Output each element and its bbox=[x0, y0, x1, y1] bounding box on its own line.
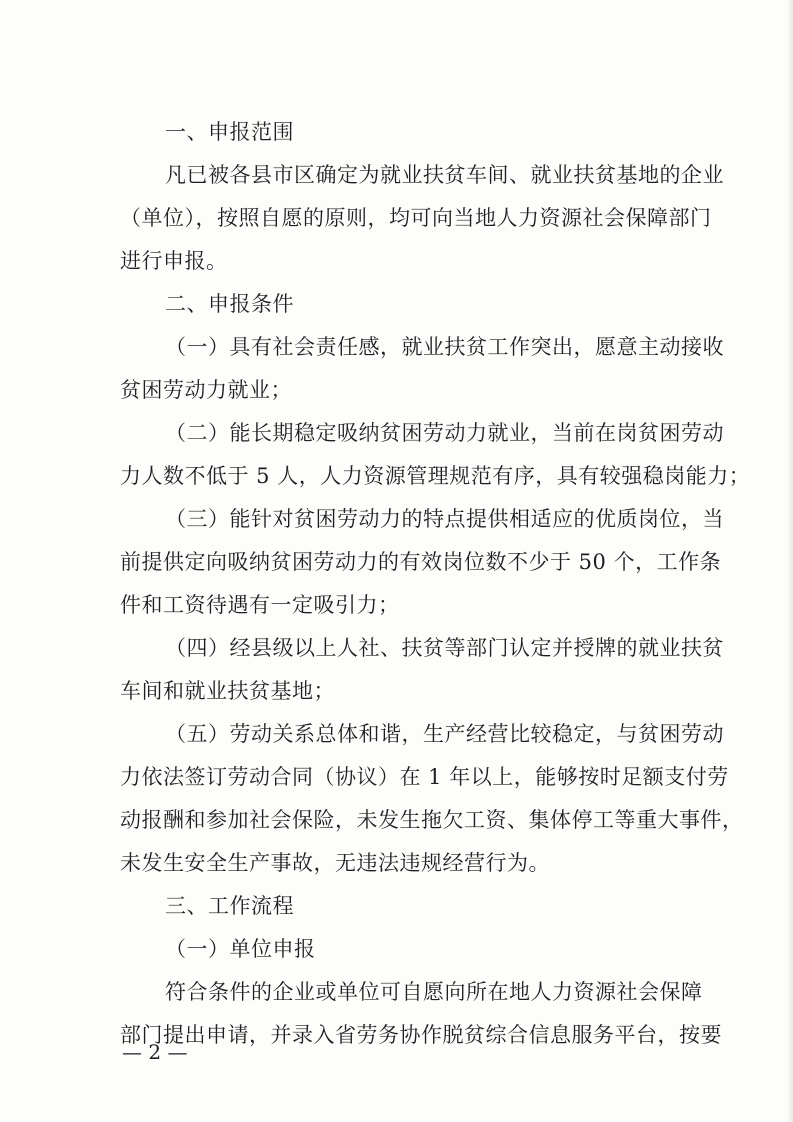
paragraph-line: （四）经县级以上人社、扶贫等部门认定并授牌的就业扶贫 bbox=[165, 636, 724, 660]
paragraph-line: 符合条件的企业或单位可自愿向所在地人力资源社会保障 bbox=[165, 980, 703, 1004]
paragraph-line: 力人数不低于 5 人，人力资源管理规范有序，具有较强稳岗能力； bbox=[120, 464, 751, 488]
paragraph-line: （一）具有社会责任感，就业扶贫工作突出，愿意主动接收 bbox=[165, 335, 724, 359]
subsection-heading: （一）单位申报 bbox=[165, 937, 316, 961]
paragraph-line: 车间和就业扶贫基地； bbox=[120, 679, 335, 703]
page-number: — 2 — bbox=[122, 1040, 188, 1064]
section-heading-1: 一、申报范围 bbox=[165, 120, 294, 144]
paragraph-line: 力依法签订劳动合同（协议）在 1 年以上，能够按时足额支付劳 bbox=[120, 765, 729, 789]
paragraph-line: 件和工资待遇有一定吸引力； bbox=[120, 593, 400, 617]
paragraph-line: 动报酬和参加社会保险，未发生拖欠工资、集体停工等重大事件， bbox=[120, 808, 744, 832]
section-heading-3: 三、工作流程 bbox=[165, 894, 294, 918]
paragraph-line: （五）劳动关系总体和谐，生产经营比较稳定，与贫困劳动 bbox=[165, 722, 724, 746]
paragraph-line: 凡已被各县市区确定为就业扶贫车间、就业扶贫基地的企业 bbox=[165, 163, 724, 187]
scan-edge bbox=[787, 0, 793, 1122]
paragraph-line: （二）能长期稳定吸纳贫困劳动力就业，当前在岗贫困劳动 bbox=[165, 421, 724, 445]
paragraph-line: （三）能针对贫困劳动力的特点提供相适应的优质岗位，当 bbox=[165, 507, 724, 531]
paragraph-line: （单位），按照自愿的原则，均可向当地人力资源社会保障部门 bbox=[120, 206, 712, 230]
paragraph-line: 前提供定向吸纳贫困劳动力的有效岗位数不少于 50 个，工作条 bbox=[120, 550, 722, 574]
paragraph-line: 未发生安全生产事故，无违法违规经营行为。 bbox=[120, 851, 550, 875]
section-heading-2: 二、申报条件 bbox=[165, 292, 294, 316]
paragraph-line: 进行申报。 bbox=[120, 249, 228, 273]
paragraph-line: 贫困劳动力就业； bbox=[120, 378, 292, 402]
paragraph-line: 部门提出申请，并录入省劳务协作脱贫综合信息服务平台，按要 bbox=[120, 1023, 722, 1047]
